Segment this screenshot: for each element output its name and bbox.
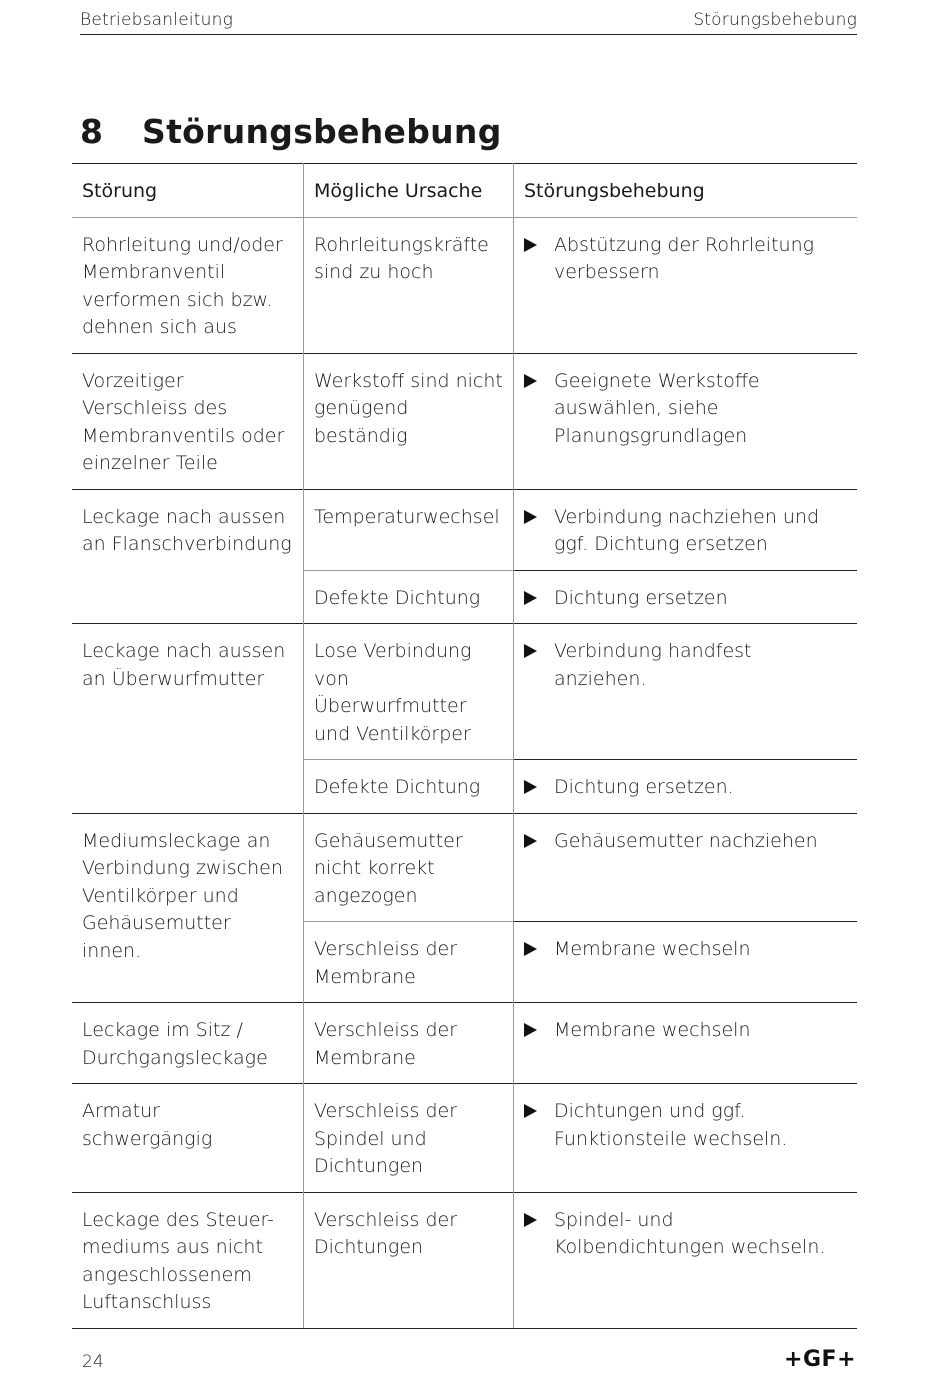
remedy-item xyxy=(524,828,847,856)
table-row xyxy=(72,1192,857,1328)
fault-cell: Leckage nach aussen an Überwurfmutter xyxy=(72,624,304,814)
arrow-bullet-icon xyxy=(524,828,554,856)
header-right: Störungsbehebung xyxy=(693,10,857,30)
section-title xyxy=(80,112,502,151)
cause-cell: Verschleiss der Membrane xyxy=(304,922,514,1003)
remedy-item xyxy=(524,232,847,287)
remedy-cell xyxy=(514,570,858,624)
cause-cell: Verschleiss der Membrane xyxy=(304,1003,514,1084)
arrow-bullet-icon xyxy=(524,1207,554,1262)
troubleshooting-table xyxy=(72,163,857,1329)
arrow-bullet-icon xyxy=(524,504,554,559)
table-header-row xyxy=(72,164,857,218)
remedy-item xyxy=(524,585,847,613)
cause-cell: Verschleiss der Dichtungen xyxy=(304,1192,514,1328)
table-row xyxy=(72,489,857,570)
fault-cell: Rohrleitung und/oder Membranventil verformen sich bzw. dehnen sich aus xyxy=(72,217,304,353)
section-heading: Störungsbehebung xyxy=(142,112,502,151)
remedy-item xyxy=(524,368,847,451)
arrow-bullet-icon xyxy=(524,368,554,451)
remedy-text: Membrane wechseln xyxy=(554,1019,751,1041)
remedy-item xyxy=(524,1098,847,1153)
table-row xyxy=(72,1084,857,1193)
cause-cell: Lose Verbindung von Überwurfmutter und Ventilkörper xyxy=(304,624,514,760)
table-row xyxy=(72,1003,857,1084)
remedy-item xyxy=(524,936,847,964)
remedy-item xyxy=(524,1207,847,1262)
remedy-cell xyxy=(514,353,858,489)
section-number: 8 xyxy=(80,112,104,151)
column-header-cause: Mögliche Ursache xyxy=(304,164,514,218)
arrow-bullet-icon xyxy=(524,936,554,964)
table-row xyxy=(72,217,857,353)
remedy-text: Abstützung der Rohrleitung verbessern xyxy=(554,233,815,283)
table-row xyxy=(72,813,857,922)
arrow-bullet-icon xyxy=(524,585,554,613)
remedy-text: Verbindung handfest anziehen. xyxy=(554,640,752,690)
remedy-text: Spindel- und Kolbendichtungen wechseln. xyxy=(554,1208,826,1258)
fault-cell: Leckage nach aussen an Flanschverbindung xyxy=(72,489,304,624)
remedy-item xyxy=(524,638,847,693)
remedy-cell xyxy=(514,922,858,1003)
remedy-cell xyxy=(514,217,858,353)
remedy-cell xyxy=(514,813,858,922)
cause-cell: Werkstoff sind nicht genügend beständig xyxy=(304,353,514,489)
remedy-cell xyxy=(514,1003,858,1084)
cause-cell: Temperaturwechsel xyxy=(304,489,514,570)
remedy-cell xyxy=(514,489,858,570)
header-left: Betriebsanleitung xyxy=(80,10,233,30)
table-row xyxy=(72,353,857,489)
cause-cell: Defekte Dichtung xyxy=(304,570,514,624)
arrow-bullet-icon xyxy=(524,1017,554,1045)
remedy-cell xyxy=(514,1084,858,1193)
fault-cell: Mediumsleckage an Verbindung zwischen Ventilkörper und Gehäusemutter innen. xyxy=(72,813,304,1003)
fault-cell: Leckage des Steuer-mediums aus nicht angeschlossenem Luftanschluss xyxy=(72,1192,304,1328)
remedy-cell xyxy=(514,760,858,814)
remedy-text: Dichtung ersetzen xyxy=(554,586,728,609)
cause-cell: Defekte Dichtung xyxy=(304,760,514,814)
fault-cell: Armatur schwergängig xyxy=(72,1084,304,1193)
cause-cell: Rohrleitungskräfte sind zu hoch xyxy=(304,217,514,353)
gf-logo: +GF+ xyxy=(784,1347,856,1372)
remedy-cell xyxy=(514,1192,858,1328)
remedy-text: Dichtungen und ggf. Funktionsteile wechseln. xyxy=(554,1100,788,1150)
page-number: 24 xyxy=(82,1352,104,1372)
column-header-remedy: Störungsbehebung xyxy=(514,164,858,218)
remedy-item xyxy=(524,1017,847,1045)
table-body xyxy=(72,217,857,1328)
arrow-bullet-icon xyxy=(524,774,554,802)
arrow-bullet-icon xyxy=(524,1098,554,1153)
running-header xyxy=(80,10,857,35)
remedy-text: Gehäusemutter nachziehen xyxy=(554,829,818,852)
remedy-text: Dichtung ersetzen. xyxy=(554,776,734,798)
remedy-text: Membrane wechseln xyxy=(554,938,751,960)
fault-cell: Vorzeitiger Verschleiss des Membranventils oder einzelner Teile xyxy=(72,353,304,489)
cause-cell: Gehäusemutter nicht korrekt angezogen xyxy=(304,813,514,922)
remedy-text: Geeignete Werkstoffe auswählen, siehe Planungsgrundlagen xyxy=(554,369,760,447)
remedy-text: Verbindung nachziehen und ggf. Dichtung ersetzen xyxy=(554,505,820,555)
column-header-fault: Störung xyxy=(72,164,304,218)
cause-cell: Verschleiss der Spindel und Dichtungen xyxy=(304,1084,514,1193)
arrow-bullet-icon xyxy=(524,232,554,287)
fault-cell: Leckage im Sitz / Durchgangsleckage xyxy=(72,1003,304,1084)
remedy-item xyxy=(524,504,847,559)
arrow-bullet-icon xyxy=(524,638,554,693)
remedy-cell xyxy=(514,624,858,760)
remedy-item xyxy=(524,774,847,802)
table-row xyxy=(72,624,857,760)
